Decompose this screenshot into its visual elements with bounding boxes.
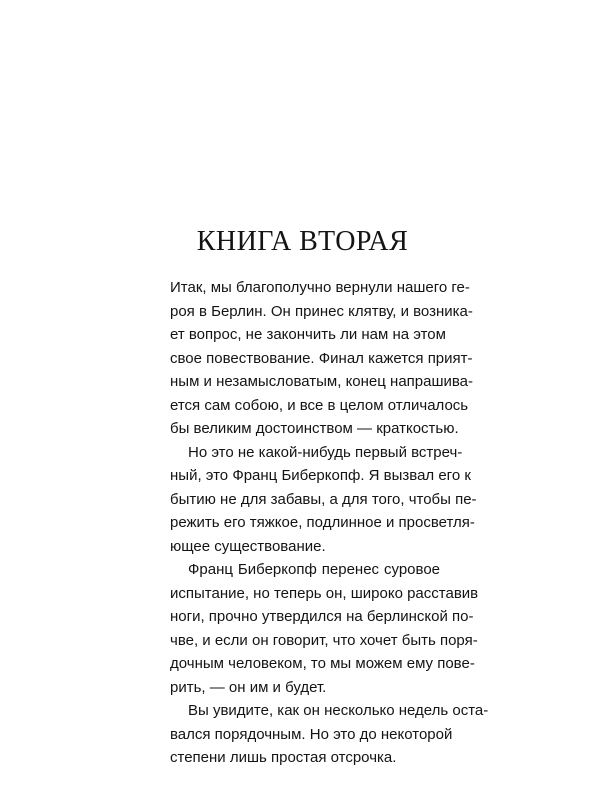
text-line: испытание, но теперь он, широко расставив	[170, 584, 479, 602]
text-line: свое повествование. Финал кажется прият-	[170, 349, 473, 367]
text-line: рить, — он им и будет.	[170, 678, 327, 696]
text-line: ет вопрос, не закончить ли нам на этом	[170, 326, 446, 343]
text-line: ется сам собою, и все в целом отличалось	[170, 396, 469, 414]
paragraph-1	[170, 276, 474, 441]
text-line: вался порядочным. Но это до некоторой	[170, 725, 453, 743]
body-text	[170, 276, 489, 770]
text-line: Но это не какой-нибудь первый встреч-	[188, 443, 463, 461]
text-line: чве, и если он говорит, что хочет быть поря-	[170, 631, 478, 649]
text-line: ющее существование.	[170, 537, 326, 555]
text-line: бытию не для забавы, а для того, чтобы пе-	[170, 490, 477, 508]
paragraph-3	[170, 558, 479, 699]
text-line: Итак, мы благополучно вернули нашего ге-	[170, 279, 470, 296]
text-line: режить его тяжкое, подлинное и просветля-	[170, 514, 475, 531]
text-line: дочным человеком, то мы можем ему пове-	[170, 655, 475, 672]
paragraph-2	[170, 441, 477, 559]
text-line: Вы увидите, как он несколько недель оста-	[188, 702, 489, 719]
text-line: роя в Берлин. Он принес клятву, и возника-	[170, 302, 473, 320]
text-line: Франц Биберкопф перенес суровое	[188, 561, 440, 578]
paragraph-4	[170, 699, 489, 770]
text-line: степени лишь простая отсрочка.	[170, 749, 397, 766]
text-line: ноги, прочно утвердился на берлинской по-	[170, 608, 474, 625]
text-line: бы великим достоинством — краткостью.	[170, 420, 459, 437]
text-line: ным и незамысловатым, конец напрашива-	[170, 373, 474, 390]
text-line: ный, это Франц Биберкопф. Я вызвал его к	[170, 467, 471, 484]
chapter-title: КНИГА ВТОРАЯ	[196, 226, 409, 257]
